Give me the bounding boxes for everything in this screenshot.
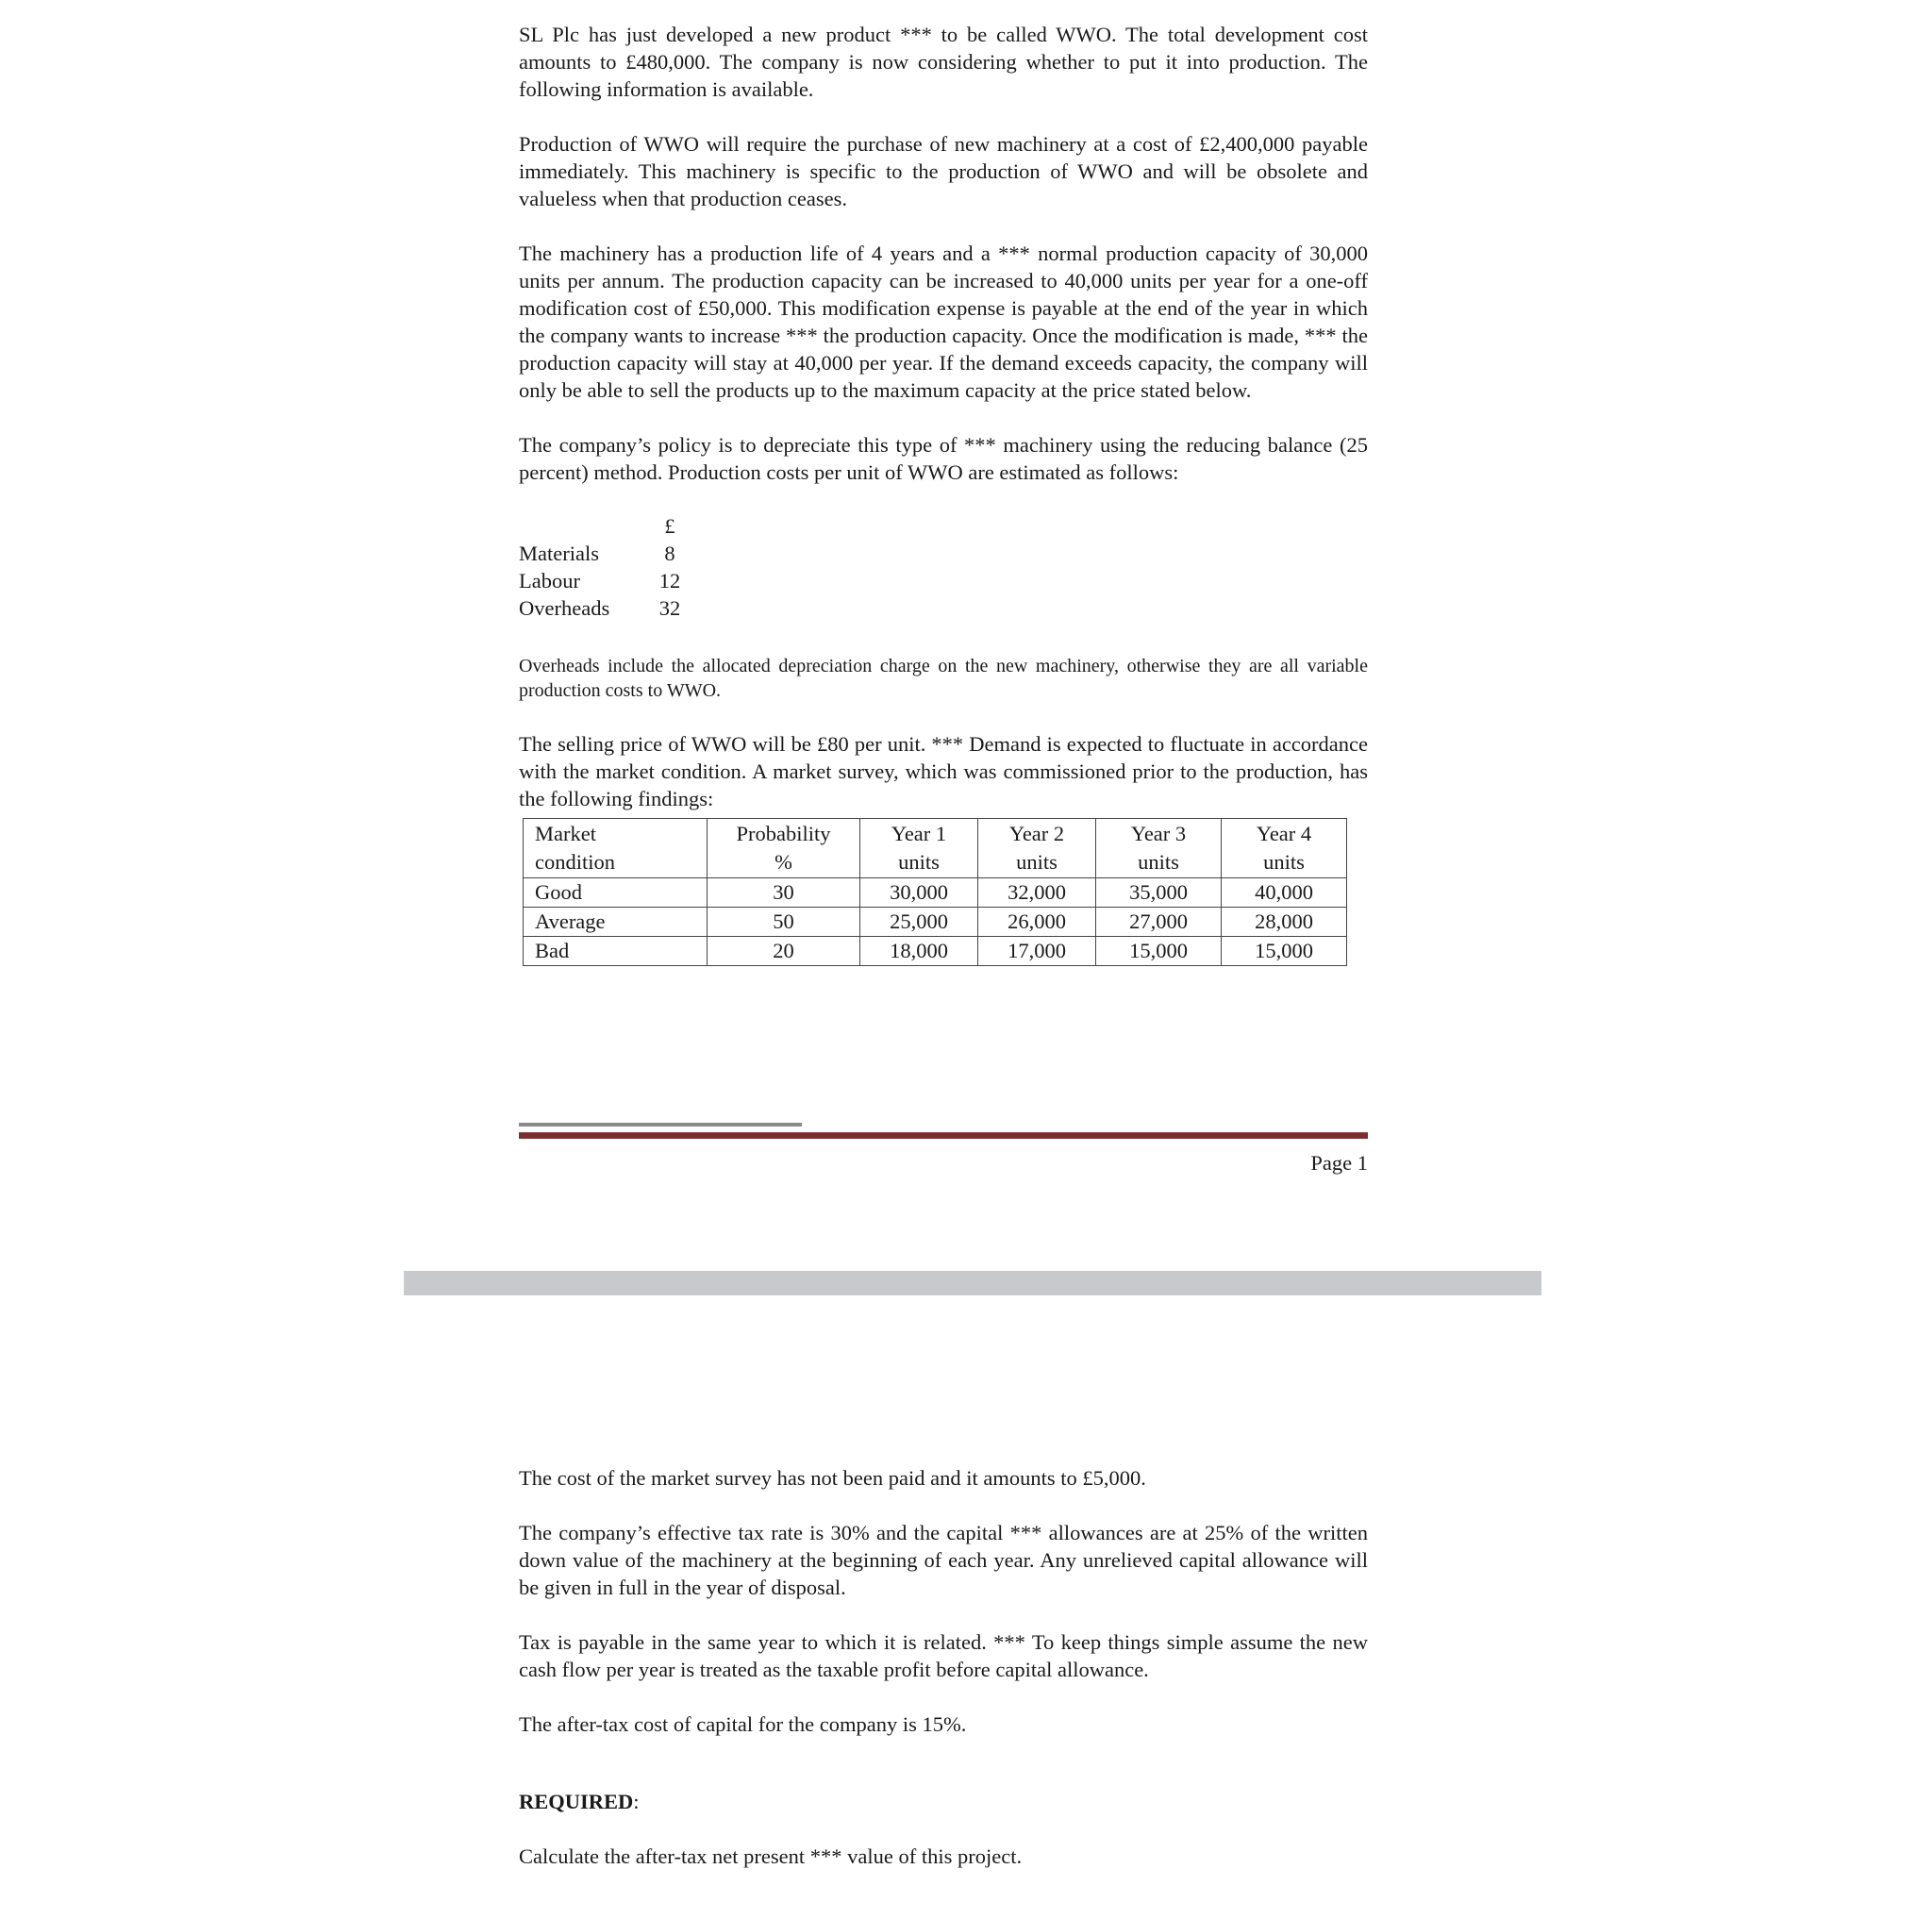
table-cell: 40,000 bbox=[1222, 878, 1347, 908]
cost-label: Materials bbox=[519, 542, 599, 565]
cost-value: 12 bbox=[658, 569, 681, 592]
cost-row-materials bbox=[519, 540, 684, 567]
header-market-condition: Market condition bbox=[524, 819, 708, 878]
cost-table-header-row bbox=[519, 512, 684, 540]
cost-of-capital-paragraph: The after-tax cost of capital for the company is 15%. bbox=[519, 1712, 967, 1736]
table-row-average bbox=[524, 908, 1347, 937]
header-year-3: Year 3 units bbox=[1096, 819, 1222, 878]
header-year-2: Year 2 units bbox=[978, 819, 1096, 878]
header-year-4: Year 4 units bbox=[1222, 819, 1347, 878]
table-cell: 18,000 bbox=[860, 937, 978, 966]
header-year-1: Year 1 units bbox=[860, 819, 978, 878]
table-cell: 20 bbox=[708, 937, 860, 966]
required-heading bbox=[519, 1788, 1368, 1815]
table-cell: 28,000 bbox=[1222, 908, 1347, 937]
footer-shadow-rule bbox=[519, 1123, 802, 1126]
cost-value: 8 bbox=[664, 542, 675, 565]
table-cell: Good bbox=[524, 878, 708, 908]
table-cell: 15,000 bbox=[1096, 937, 1222, 966]
market-table-header-row bbox=[524, 819, 1347, 878]
table-cell: 26,000 bbox=[978, 908, 1096, 937]
required-task: Calculate the after-tax net present *** value of this project. bbox=[519, 1844, 1023, 1868]
cost-label: Labour bbox=[519, 569, 580, 592]
market-survey-table bbox=[523, 818, 1347, 966]
table-row-good bbox=[524, 878, 1347, 908]
intro-paragraph: SL Plc has just developed a new product *** to be called WWO. The total development cost amounts to £480,000. The company is now considering whether to put it into production. The following information is available. bbox=[519, 23, 1368, 101]
machinery-paragraph: Production of WWO will require the purchase of new machinery at a cost of £2,400,000 payable immediately. This machinery is specific to the production of WWO and will be obsolete and valueless when that production ceases. bbox=[519, 132, 1368, 210]
table-cell: 27,000 bbox=[1096, 908, 1222, 937]
table-cell: 32,000 bbox=[978, 878, 1096, 908]
required-label: REQUIRED bbox=[519, 1790, 634, 1813]
table-cell: 35,000 bbox=[1096, 878, 1222, 908]
table-cell: Bad bbox=[524, 937, 708, 966]
table-cell: Average bbox=[524, 908, 708, 937]
footer-rule bbox=[519, 1132, 1368, 1139]
depreciation-paragraph: The company’s policy is to depreciate this type of *** machinery using the reducing balance (25 percent) method. Production costs per unit of WWO are estimated as follows: bbox=[519, 433, 1368, 484]
table-cell: 17,000 bbox=[978, 937, 1096, 966]
tax-payable-paragraph: Tax is payable in the same year to which it is related. *** To keep things simple assume the new cash flow per year is treated as the taxable profit before capital allowance. bbox=[519, 1630, 1368, 1681]
table-cell: 15,000 bbox=[1222, 937, 1347, 966]
cost-row-overheads bbox=[519, 594, 684, 622]
table-cell: 50 bbox=[708, 908, 860, 937]
tax-rate-paragraph: The company’s effective tax rate is 30% and the capital *** allowances are at 25% of the written down value of the machinery at the beginning of each year. Any unrelieved capital allowance will be given in full in the year of disposal. bbox=[519, 1521, 1368, 1599]
page-number: Page 1 bbox=[1310, 1151, 1368, 1175]
capacity-paragraph: The machinery has a production life of 4 years and a *** normal production capacity of 30,000 units per annum. The production capacity can be increased to 40,000 units per year for a one-off modification cost of £50,000. This modification expense is payable at the end of the year in which the company wants to increase *** the production capacity. Once the modification is made, *** the production capacity will stay at 40,000 per year. If the demand exceeds capacity, the company will only be able to sell the products up to the maximum capacity at the price stated below. bbox=[519, 242, 1368, 402]
market-survey-cost-paragraph: The cost of the market survey has not been paid and it amounts to £5,000. bbox=[519, 1466, 1146, 1490]
currency-symbol: £ bbox=[664, 514, 675, 538]
header-probability: Probability % bbox=[708, 819, 860, 878]
page-separator bbox=[404, 1271, 1541, 1295]
table-row-bad bbox=[524, 937, 1347, 966]
cost-label: Overheads bbox=[519, 596, 610, 620]
document-page-1 bbox=[519, 21, 1368, 966]
table-cell: 30,000 bbox=[860, 878, 978, 908]
document-page-2 bbox=[519, 1464, 1368, 1897]
required-colon: : bbox=[633, 1790, 640, 1813]
table-cell: 25,000 bbox=[860, 908, 978, 937]
table-cell: 30 bbox=[708, 878, 860, 908]
selling-price-paragraph: The selling price of WWO will be £80 per unit. *** Demand is expected to fluctuate in accordance with the market condition. A market survey, which was commissioned prior to the production, has the following findings: bbox=[519, 732, 1368, 810]
cost-value: 32 bbox=[658, 596, 681, 620]
production-cost-table bbox=[519, 512, 684, 622]
overheads-note: Overheads include the allocated depreciation charge on the new machinery, otherwise they are all variable production costs to WWO. bbox=[519, 656, 1368, 701]
cost-row-labour bbox=[519, 567, 684, 594]
